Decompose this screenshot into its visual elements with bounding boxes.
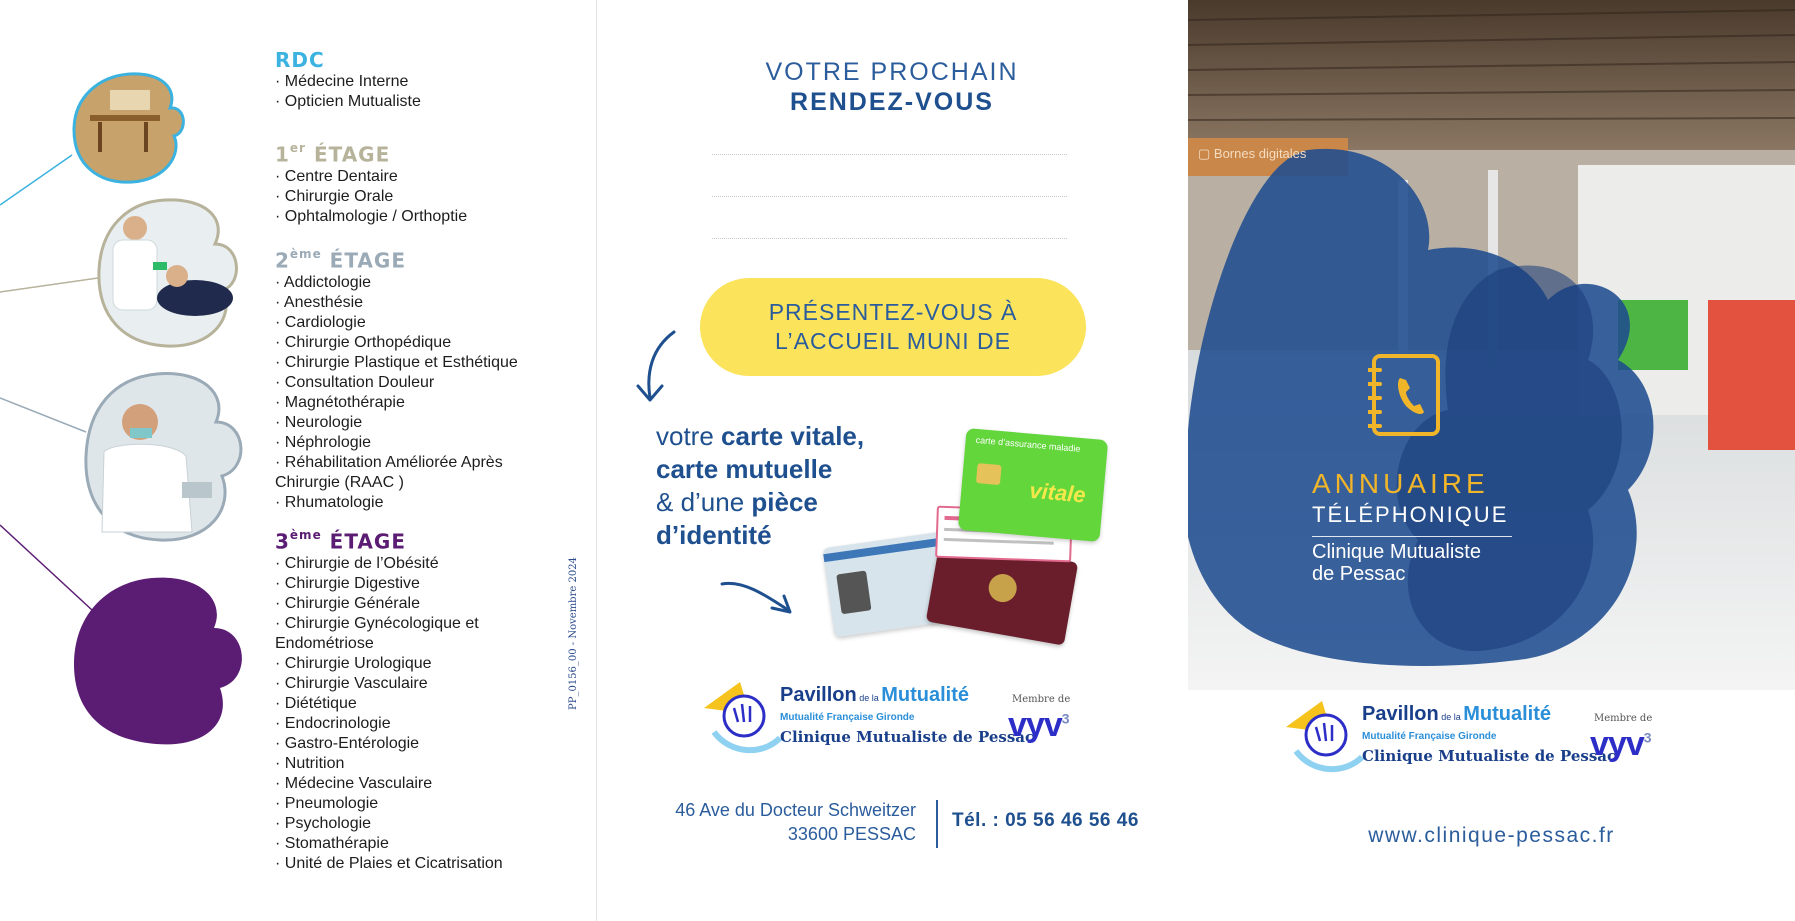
pill-line2: L’ACCUEIL MUNI DE <box>775 328 1011 354</box>
floor-2 <box>275 244 565 513</box>
hall-photo-background <box>1188 0 1795 690</box>
floor-heading: 2ème ÉTAGE <box>275 247 406 273</box>
list-item: · Chirurgie Orthopédique <box>275 333 452 351</box>
list-item: · Ophtalmologie / Orthoptie <box>275 207 468 225</box>
vitale-card-image: carte d’assurance maladie vitale <box>958 428 1108 542</box>
list-item: · Diététique <box>275 694 357 712</box>
list-item: · Chirurgie Vasculaire <box>275 674 428 692</box>
list-item: · Médecine Interne <box>275 73 409 90</box>
logo-clinic-name: Clinique Mutualiste de Pessac <box>1362 747 1617 765</box>
clinic-name: Clinique Mutualiste de Pessac <box>1312 541 1481 585</box>
list-item: · Neurologie <box>275 413 363 431</box>
list-item: · Cardiologie <box>275 313 366 331</box>
pill-line1: PRÉSENTEZ-VOUS À <box>768 299 1018 325</box>
list-item: · Unité de Plaies et Cicatrisation <box>275 854 503 872</box>
list-item: · Médecine Vasculaire <box>275 774 433 792</box>
logo-subtitle: Mutualité Française Gironde <box>1362 731 1497 742</box>
list-item: · Consultation Douleur <box>275 373 435 391</box>
floor-list <box>275 273 565 513</box>
list-item: · Nutrition <box>275 754 345 772</box>
floor-list <box>275 554 535 874</box>
purple-blob <box>72 576 250 746</box>
floor-3 <box>275 525 535 874</box>
curved-arrow-icon <box>632 328 682 408</box>
directory-subtitle: TÉLÉPHONIQUE <box>1312 502 1509 527</box>
cover-panel <box>1188 0 1795 921</box>
swoosh-arrow-icon <box>718 576 798 626</box>
appointment-line <box>712 196 1067 197</box>
list-item: · Anesthésie <box>275 293 364 311</box>
list-item: · Pneumologie <box>275 794 379 812</box>
list-item: · Centre Dentaire <box>275 167 398 185</box>
divider <box>1312 536 1512 537</box>
floor-list <box>275 72 421 112</box>
photo-blob-dentist <box>95 198 245 348</box>
appointment-line <box>712 154 1067 155</box>
instruction-pill <box>700 278 1086 376</box>
list-item: · Chirurgie Gynécologique et Endométriose <box>275 614 479 652</box>
list-item: · Stomathérapie <box>275 834 389 852</box>
photo-blob-doctor <box>82 372 252 542</box>
address-line1: 46 Ave du Docteur Schweitzer <box>675 800 916 820</box>
list-item: · Rhumatologie <box>275 493 384 511</box>
floor-level: RDC <box>275 48 325 72</box>
floor-1 <box>275 138 467 227</box>
appointment-panel <box>596 0 1188 921</box>
digital-kiosk-sign: ▢ Bornes digitales <box>1198 146 1307 161</box>
documents-required-text: votre carte vitale, carte mutuelle & d’une pièce d’identité <box>656 421 865 550</box>
hands-logo-icon <box>700 678 782 758</box>
clinic-logo <box>1282 703 1682 779</box>
document-code: PP_0156_00 - Novembre 2024 <box>568 557 579 710</box>
logo-clinic-name: Clinique Mutualiste de Pessac <box>780 728 1035 746</box>
logo-subtitle: Mutualité Française Gironde <box>780 712 915 723</box>
list-item: · Addictologie <box>275 273 372 291</box>
rdv-heading-line1: VOTRE PROCHAIN <box>765 58 1019 86</box>
list-item: · Chirurgie Orale <box>275 187 394 205</box>
appointment-line <box>712 238 1067 239</box>
directory-title: ANNUAIRE <box>1312 468 1489 499</box>
list-item: · Psychologie <box>275 814 372 832</box>
floor-directory-panel <box>0 0 596 921</box>
list-item: · Gastro-Entérologie <box>275 734 420 752</box>
vyv-logo: vyv$^3$ <box>1008 706 1069 744</box>
clinic-logo <box>700 684 1100 760</box>
floor-heading: 3ème ÉTAGE <box>275 528 406 554</box>
phone-book-icon <box>1368 352 1444 438</box>
list-item: · Magnétothérapie <box>275 393 405 411</box>
list-item: · Chirurgie Digestive <box>275 574 420 592</box>
list-item: · Réhabilitation Améliorée Après Chirurgie (RAAC ) <box>275 453 503 491</box>
list-item: · Chirurgie de l’Obésité <box>275 554 439 572</box>
phone-number: Tél. : 05 56 46 56 46 <box>952 810 1139 831</box>
vyv-logo: vyv$^3$ <box>1590 725 1651 763</box>
hands-logo-icon <box>1282 697 1364 777</box>
list-item: · Chirurgie Plastique et Esthétique <box>275 353 518 371</box>
photo-blob-rdc <box>70 70 190 190</box>
floor-heading <box>275 48 421 72</box>
divider <box>936 800 938 848</box>
floor-heading: 1er ÉTAGE <box>275 141 391 167</box>
list-item: · Endocrinologie <box>275 714 391 732</box>
address <box>616 798 916 846</box>
address-line2: 33600 PESSAC <box>787 824 916 844</box>
member-label: Membre de <box>1594 713 1653 724</box>
member-label: Membre de <box>1012 694 1071 705</box>
list-item: · Néphrologie <box>275 433 372 451</box>
logo-name: Pavillon de la Mutualité <box>1362 703 1552 725</box>
floor-list <box>275 167 467 227</box>
list-item: · Chirurgie Générale <box>275 594 420 612</box>
rdv-heading-line2: RENDEZ-VOUS <box>790 88 994 116</box>
floor-rdc <box>275 48 421 112</box>
logo-name: Pavillon de la Mutualité <box>780 684 970 706</box>
list-item: · Opticien Mutualiste <box>275 93 421 110</box>
list-item: · Chirurgie Urologique <box>275 654 432 672</box>
website-link[interactable]: www.clinique-pessac.fr <box>1368 824 1615 847</box>
